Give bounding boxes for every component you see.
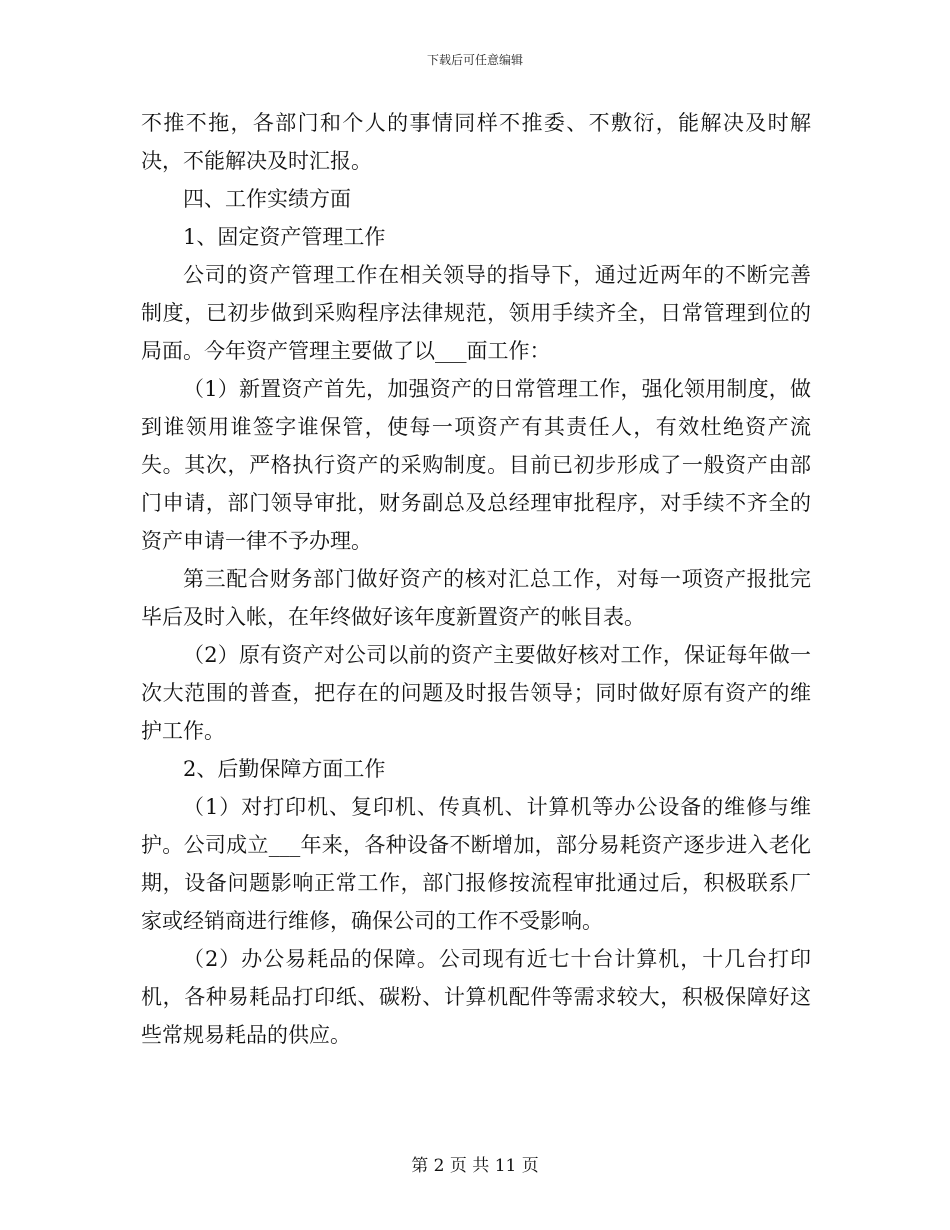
document-body <box>141 104 811 1054</box>
section-heading-work-results: 四、工作实绩方面 <box>183 187 351 211</box>
subheading-logistics: 2、后勤保障方面工作 <box>183 757 386 781</box>
paragraph-continuation: 不推不拖，各部门和个人的事情同样不推委、不敷衍，能解决及时解决，不能解决及时汇报。 <box>141 111 811 173</box>
paragraph-asset-management-intro: 公司的资产管理工作在相关领导的指导下，通过近两年的不断完善制度，已初步做到采购程序法律规范，领用手续齐全，日常管理到位的局面。今年资产管理主要做了以___面工作： <box>141 263 811 363</box>
paragraph-office-equipment: （1）对打印机、复印机、传真机、计算机等办公设备的维修与维护。公司成立___年来，各种设备不断增加，部分易耗资产逐步进入老化期，设备问题影响正常工作，部门报修按流程审批通过后，积极联系厂家或经销商进行维修，确保公司的工作不受影响。 <box>141 795 811 933</box>
paragraph-new-assets: （1）新置资产首先，加强资产的日常管理工作，强化领用制度，做到谁领用谁签字谁保管，使每一项资产有其责任人，有效杜绝资产流失。其次，严格执行资产的采购制度。目前已初步形成了一般资产由部门申请，部门领导审批，财务副总及总经理审批程序，对手续不齐全的资产申请一律不予办理。 <box>141 377 811 553</box>
paragraph-third-finance: 第三配合财务部门做好资产的核对汇总工作，对每一项资产报批完毕后及时入帐，在年终做好该年度新置资产的帐目表。 <box>141 567 811 629</box>
subheading-fixed-assets: 1、固定资产管理工作 <box>183 225 386 249</box>
paragraph-existing-assets: （2）原有资产对公司以前的资产主要做好核对工作，保证每年做一次大范围的普查，把存在的问题及时报告领导；同时做好原有资产的维护工作。 <box>141 643 811 743</box>
page-number: 第 2 页 共 11 页 <box>411 1156 539 1176</box>
paragraph-consumables: （2）办公易耗品的保障。公司现有近七十台计算机，十几台打印机，各种易耗品打印纸、碳粉、计算机配件等需求较大，积极保障好这些常规易耗品的供应。 <box>141 947 811 1047</box>
page-header: 下载后可任意编辑 <box>426 53 523 67</box>
